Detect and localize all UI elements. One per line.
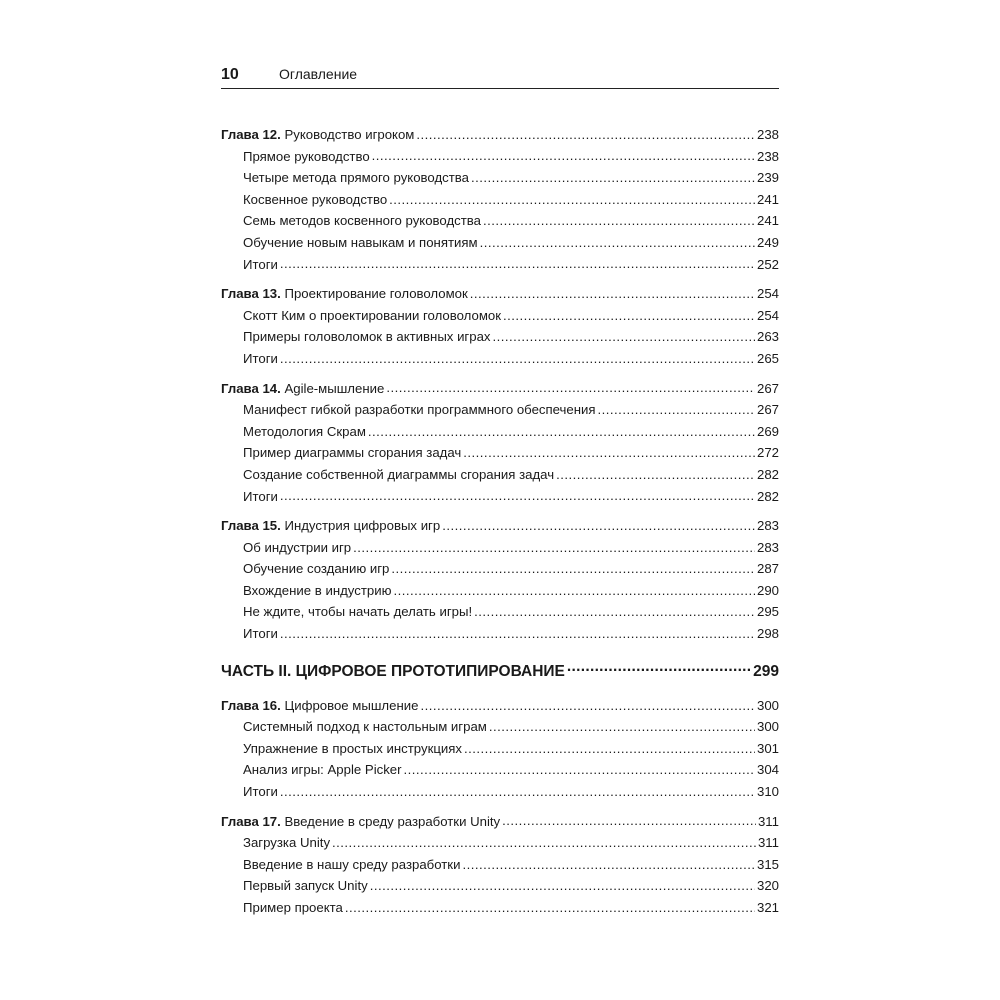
section-page: 315 — [756, 856, 779, 872]
section-title — [243, 464, 554, 486]
section-title-text: Методология Скрам — [243, 423, 366, 439]
dot-leader — [404, 761, 755, 774]
section-title-text: Прямое руководство — [243, 148, 370, 164]
section-title-text: Косвенное руководство — [243, 191, 388, 207]
section-title-text: Итоги — [243, 256, 278, 272]
section-title — [243, 254, 278, 276]
section-page: 321 — [756, 900, 779, 915]
dot-leader — [489, 718, 755, 731]
section-title-text: Обучение созданию игр — [243, 561, 390, 577]
section-title-text: Упражнение в простых инструкциях — [243, 740, 463, 756]
toc-part-heading — [221, 661, 779, 687]
toc-section-row — [221, 580, 779, 602]
dot-leader — [345, 899, 755, 912]
section-page: 300 — [756, 719, 779, 735]
toc-section-row — [221, 623, 779, 645]
section-page: 311 — [757, 835, 779, 851]
toc-section-row — [221, 854, 779, 876]
section-title-text: Итоги — [243, 626, 278, 642]
section-page: 241 — [756, 191, 779, 207]
dot-leader — [471, 169, 755, 182]
part-page: 299 — [753, 663, 779, 681]
dot-leader — [420, 696, 755, 709]
chapter-title — [221, 811, 500, 833]
section-page: 263 — [756, 329, 779, 345]
toc-section-row — [221, 146, 779, 168]
section-title-text: Анализ игры: Apple Picker — [243, 762, 402, 778]
toc-section-row — [221, 167, 779, 189]
dot-leader — [353, 539, 755, 552]
section-page: 269 — [756, 423, 779, 439]
toc-section-row — [221, 738, 779, 760]
toc-section-row — [221, 421, 779, 443]
toc-section-row — [221, 210, 779, 232]
section-title — [243, 537, 351, 559]
toc-chapter-row — [221, 515, 779, 537]
chapter-page: 267 — [756, 380, 779, 396]
section-title — [243, 348, 278, 370]
toc-chapter — [221, 811, 779, 919]
dot-leader — [493, 328, 755, 341]
toc-chapter — [221, 283, 779, 369]
running-head — [221, 66, 779, 89]
toc-section-row — [221, 537, 779, 559]
section-title — [243, 442, 461, 464]
toc-section-row — [221, 832, 779, 854]
chapter-label: Глава 14. — [221, 380, 281, 396]
section-title — [243, 326, 491, 348]
section-page: 267 — [756, 402, 779, 418]
dot-leader — [483, 212, 755, 225]
section-page: 252 — [756, 256, 779, 272]
chapter-page: 300 — [756, 697, 779, 713]
section-title-text: Итоги — [243, 488, 278, 504]
section-title-text: Не ждите, чтобы начать делать игры! — [243, 604, 473, 620]
dot-leader — [280, 783, 755, 796]
dot-leader — [464, 740, 755, 753]
toc-section-row — [221, 464, 779, 486]
toc-section-row — [221, 442, 779, 464]
section-title — [243, 854, 460, 876]
toc-section-row — [221, 348, 779, 370]
toc-chapter-row — [221, 695, 779, 717]
section-page: 290 — [756, 582, 779, 598]
section-title — [243, 146, 370, 168]
section-page: 254 — [756, 307, 779, 323]
toc-part1-chapters — [221, 124, 779, 645]
chapter-title-text: Индустрия цифровых игр — [284, 518, 441, 534]
chapter-page: 238 — [756, 127, 779, 142]
section-title-text: Первый запуск Unity — [243, 878, 368, 894]
dot-leader — [280, 487, 755, 500]
section-title-text: Манифест гибкой разработки программного обеспечения — [243, 402, 596, 418]
section-page: 272 — [756, 445, 779, 461]
dot-leader — [372, 147, 755, 160]
chapter-title — [221, 124, 414, 146]
chapter-title — [221, 515, 440, 537]
chapter-title-text: Руководство игроком — [284, 127, 415, 142]
part-title: ЧАСТЬ II. ЦИФРОВОЕ ПРОТОТИПИРОВАНИЕ — [221, 663, 565, 681]
dot-leader — [556, 466, 755, 479]
toc-chapter-row — [221, 378, 779, 400]
section-title-text: Итоги — [243, 784, 278, 800]
section-title-text: Примеры головоломок в активных играх — [243, 329, 491, 345]
section-title — [243, 580, 391, 602]
chapter-label: Глава 16. — [221, 697, 281, 713]
chapter-title-text: Проектирование головоломок — [284, 286, 468, 302]
section-title-text: Семь методов косвенного руководства — [243, 213, 481, 229]
section-title-text: Вхождение в индустрию — [243, 582, 392, 598]
toc-chapter — [221, 515, 779, 645]
dot-leader — [280, 625, 755, 638]
section-title — [243, 875, 368, 897]
toc-chapter-row — [221, 124, 779, 146]
section-title-text: Пример проекта — [243, 900, 343, 915]
chapter-title — [221, 695, 418, 717]
section-title-text: Итоги — [243, 350, 278, 366]
section-page: 295 — [756, 604, 779, 620]
section-page: 282 — [756, 466, 779, 482]
dot-leader — [386, 379, 755, 392]
section-title — [243, 421, 366, 443]
toc-section-row — [221, 781, 779, 803]
running-head-title: Оглавление — [279, 66, 358, 82]
toc-chapter — [221, 695, 779, 803]
toc-section-row — [221, 486, 779, 508]
chapter-page: 254 — [756, 286, 779, 302]
section-page: 301 — [756, 740, 779, 756]
toc-section-row — [221, 399, 779, 421]
section-title-text: Загрузка Unity — [243, 835, 331, 851]
book-page — [221, 66, 779, 927]
toc-section-row — [221, 326, 779, 348]
toc-section-row — [221, 716, 779, 738]
chapter-page: 311 — [757, 813, 779, 829]
section-page: 241 — [756, 213, 779, 229]
section-title — [243, 486, 278, 508]
dot-leader — [503, 307, 755, 320]
section-page: 320 — [756, 878, 779, 894]
toc-section-row — [221, 601, 779, 623]
section-title-text: Создание собственной диаграммы сгорания задач — [243, 466, 555, 482]
toc-chapter-row — [221, 283, 779, 305]
section-title — [243, 558, 389, 580]
section-title-text: Пример диаграммы сгорания задач — [243, 445, 462, 461]
section-title-text: Скотт Ким о проектировании головоломок — [243, 307, 502, 323]
chapter-title-text: Agile-мышление — [284, 380, 385, 396]
toc-chapter — [221, 124, 779, 275]
toc-section-row — [221, 759, 779, 781]
dot-leader — [463, 444, 755, 457]
section-title — [243, 167, 469, 189]
toc-section-row — [221, 875, 779, 897]
section-page: 238 — [756, 148, 779, 164]
section-page: 282 — [756, 488, 779, 504]
dot-leader — [474, 603, 755, 616]
dot-leader — [370, 877, 755, 890]
dot-leader — [393, 582, 755, 595]
dot-leader — [567, 661, 751, 677]
chapter-label: Глава 13. — [221, 286, 281, 302]
toc-chapter — [221, 378, 779, 508]
section-page: 287 — [756, 561, 779, 577]
toc-section-row — [221, 232, 779, 254]
toc-section-row — [221, 897, 779, 919]
dot-leader — [442, 517, 755, 530]
section-page: 265 — [756, 350, 779, 366]
section-title-text: Обучение новым навыкам и понятиям — [243, 234, 478, 250]
chapter-label: Глава 12. — [221, 127, 281, 142]
chapter-label: Глава 15. — [221, 518, 281, 534]
section-page: 249 — [756, 234, 779, 250]
section-title-text: Четыре метода прямого руководства — [243, 170, 469, 186]
section-title-text: Введение в нашу среду разработки — [243, 856, 461, 872]
section-title-text: Об индустрии игр — [243, 539, 352, 555]
section-title — [243, 189, 387, 211]
dot-leader — [502, 812, 756, 825]
section-title — [243, 781, 278, 803]
section-title — [243, 210, 481, 232]
toc-part2-chapters — [221, 695, 779, 919]
section-title — [243, 738, 462, 760]
section-title — [243, 716, 487, 738]
page-number: 10 — [221, 66, 239, 83]
toc-section-row — [221, 254, 779, 276]
toc-section-row — [221, 189, 779, 211]
dot-leader — [391, 560, 755, 573]
section-title — [243, 759, 402, 781]
dot-leader — [280, 255, 755, 268]
dot-leader — [416, 126, 755, 139]
section-page: 283 — [756, 539, 779, 555]
dot-leader — [480, 234, 755, 247]
section-title — [243, 305, 501, 327]
section-title — [243, 623, 278, 645]
chapter-title — [221, 378, 384, 400]
table-of-contents — [221, 124, 779, 919]
dot-leader — [368, 423, 755, 436]
dot-leader — [470, 285, 755, 298]
dot-leader — [462, 856, 755, 869]
section-title-text: Системный подход к настольным играм — [243, 719, 487, 735]
chapter-label: Глава 17. — [221, 813, 281, 829]
section-title — [243, 232, 478, 254]
chapter-title — [221, 283, 468, 305]
dot-leader — [332, 834, 756, 847]
section-page: 298 — [756, 626, 779, 642]
toc-chapter-row — [221, 811, 779, 833]
dot-leader — [598, 401, 755, 414]
chapter-title-text: Введение в среду разработки Unity — [284, 813, 501, 829]
section-title — [243, 399, 596, 421]
toc-section-row — [221, 558, 779, 580]
chapter-title-text: Цифровое мышление — [284, 697, 419, 713]
section-title — [243, 832, 330, 854]
chapter-page: 283 — [756, 518, 779, 534]
dot-leader — [280, 350, 755, 363]
toc-section-row — [221, 305, 779, 327]
section-page: 310 — [756, 784, 779, 800]
dot-leader — [389, 191, 755, 204]
section-title — [243, 897, 343, 919]
section-page: 239 — [756, 170, 779, 186]
section-title — [243, 601, 472, 623]
section-page: 304 — [756, 762, 779, 778]
